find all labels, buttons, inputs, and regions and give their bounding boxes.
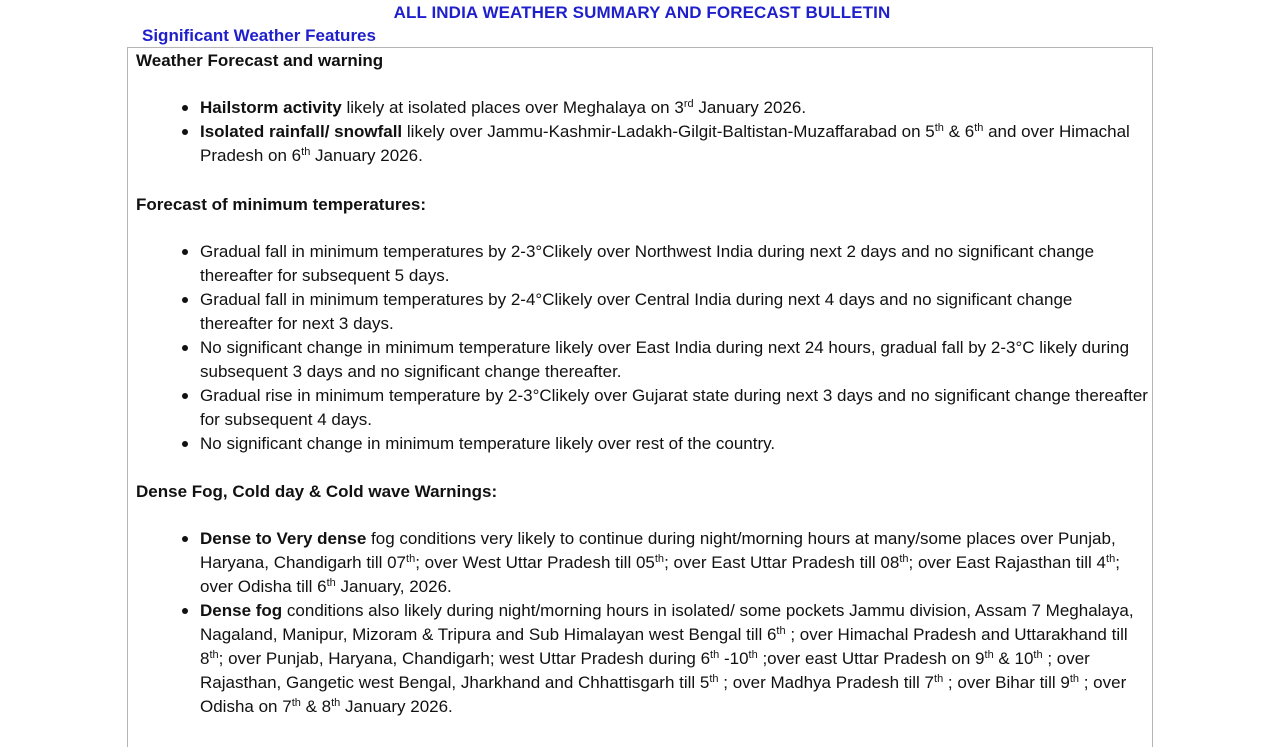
heading-minimum-temperatures: Forecast of minimum temperatures:	[136, 195, 427, 214]
list-item: Gradual rise in minimum temperature by 2-3°Clikely over Gujarat state during next 3 days and no significant change thereafter for subsequent 4 days.	[200, 384, 1148, 432]
text-run: January 2026.	[693, 98, 807, 117]
superscript: th	[1033, 649, 1043, 661]
text-run: January, 2026.	[335, 577, 452, 596]
text-run: ; over East Uttar Pradesh till 08	[664, 553, 900, 572]
bold-lead: Hailstorm activity	[200, 98, 342, 117]
superscript: th	[654, 553, 665, 565]
heading-fog-cold-warnings: Dense Fog, Cold day & Cold wave Warnings:	[136, 482, 498, 501]
text-run: ; over West Uttar Pradesh till 05	[415, 553, 655, 572]
heading-weather-forecast-warning: Weather Forecast and warning	[136, 51, 384, 70]
superscript: th	[1106, 553, 1116, 565]
text-run: & 8	[300, 697, 332, 716]
bold-lead: Dense to Very dense	[200, 529, 367, 548]
text-run: -10	[719, 649, 749, 668]
superscript: th	[331, 697, 341, 709]
superscript: th	[326, 577, 336, 589]
text-run: fog conditions very likely to continue during night/morning hours at many/some places over Punjab, Haryana, Chandigarh till 07	[200, 529, 1116, 572]
list-item: Gradual fall in minimum temperatures by 2-3°Clikely over Northwest India during next 2 days and no significant change thereafter for subsequent 5 days.	[200, 240, 1148, 288]
section-subtitle: Significant Weather Features	[142, 26, 376, 45]
list-item: No significant change in minimum temperature likely over rest of the country.	[200, 432, 1148, 456]
text-run: likely over Jammu-Kashmir-Ladakh-Gilgit-Baltistan-Muzaffarabad on 5	[402, 122, 935, 141]
text-run: ; over Bihar till 9	[943, 673, 1070, 692]
text-run: ; over Punjab, Haryana, Chandigarh; west Uttar Pradesh during 6	[218, 649, 711, 668]
superscript: rd	[683, 98, 694, 110]
superscript: th	[406, 553, 416, 565]
text-run: conditions also likely during night/morning hours in isolated/ some pockets Jammu division, Assam 7 Meghalaya, Nagaland, Manipur, Mizoram & Tripura and Sub Himalayan west Bengal till 6	[200, 601, 1134, 644]
list-item	[200, 96, 1148, 120]
list-item	[200, 599, 1148, 719]
superscript: th	[710, 649, 720, 661]
text-run: ; over Himachal Pradesh and Uttarakhand till 8	[200, 625, 1128, 668]
text-run: ; over Odisha on 7	[200, 673, 1127, 716]
bold-lead: Isolated rainfall/ snowfall	[200, 122, 403, 141]
text-run: & 10	[993, 649, 1034, 668]
text-run: ; over Rajasthan, Gangetic west Bengal, Jharkhand and Chhattisgarh till 5	[200, 649, 1090, 692]
warning-list	[200, 96, 1148, 168]
list-item	[200, 120, 1148, 168]
text-run: likely at isolated places over Meghalaya on 3	[341, 98, 684, 117]
text-run: ; over Madhya Pradesh till 7	[718, 673, 935, 692]
superscript: th	[934, 122, 944, 134]
superscript: th	[709, 673, 719, 685]
min-temp-list	[200, 240, 1148, 456]
superscript: th	[209, 649, 219, 661]
list-item: Gradual fall in minimum temperatures by 2-4°Clikely over Central India during next 4 days and no significant change thereafter for next 3 days.	[200, 288, 1148, 336]
list-item	[200, 527, 1148, 599]
superscript: th	[748, 649, 758, 661]
superscript: th	[899, 553, 909, 565]
superscript: th	[301, 146, 311, 158]
superscript: th	[291, 697, 301, 709]
bulletin-title: ALL INDIA WEATHER SUMMARY AND FORECAST BULLETIN	[393, 3, 891, 22]
list-item: No significant change in minimum temperature likely over East India during next 24 hours, gradual fall by 2-3°C likely during subsequent 3 days and no significant change thereafter.	[200, 336, 1148, 384]
text-run: January 2026.	[310, 146, 423, 165]
superscript: th	[1069, 673, 1079, 685]
text-run: and over Himachal Pradesh on 6	[200, 122, 1130, 165]
superscript: th	[984, 649, 994, 661]
bold-lead: Dense fog	[200, 601, 283, 620]
superscript: th	[974, 122, 984, 134]
text-run: & 6	[943, 122, 975, 141]
superscript: th	[776, 625, 786, 637]
text-run: January 2026.	[340, 697, 453, 716]
text-run: ; over East Rajasthan till 4	[908, 553, 1107, 572]
text-run: ; over Odisha till 6	[200, 553, 1120, 596]
text-run: ;over east Uttar Pradesh on 9	[757, 649, 985, 668]
superscript: th	[934, 673, 944, 685]
fog-list	[200, 527, 1148, 719]
